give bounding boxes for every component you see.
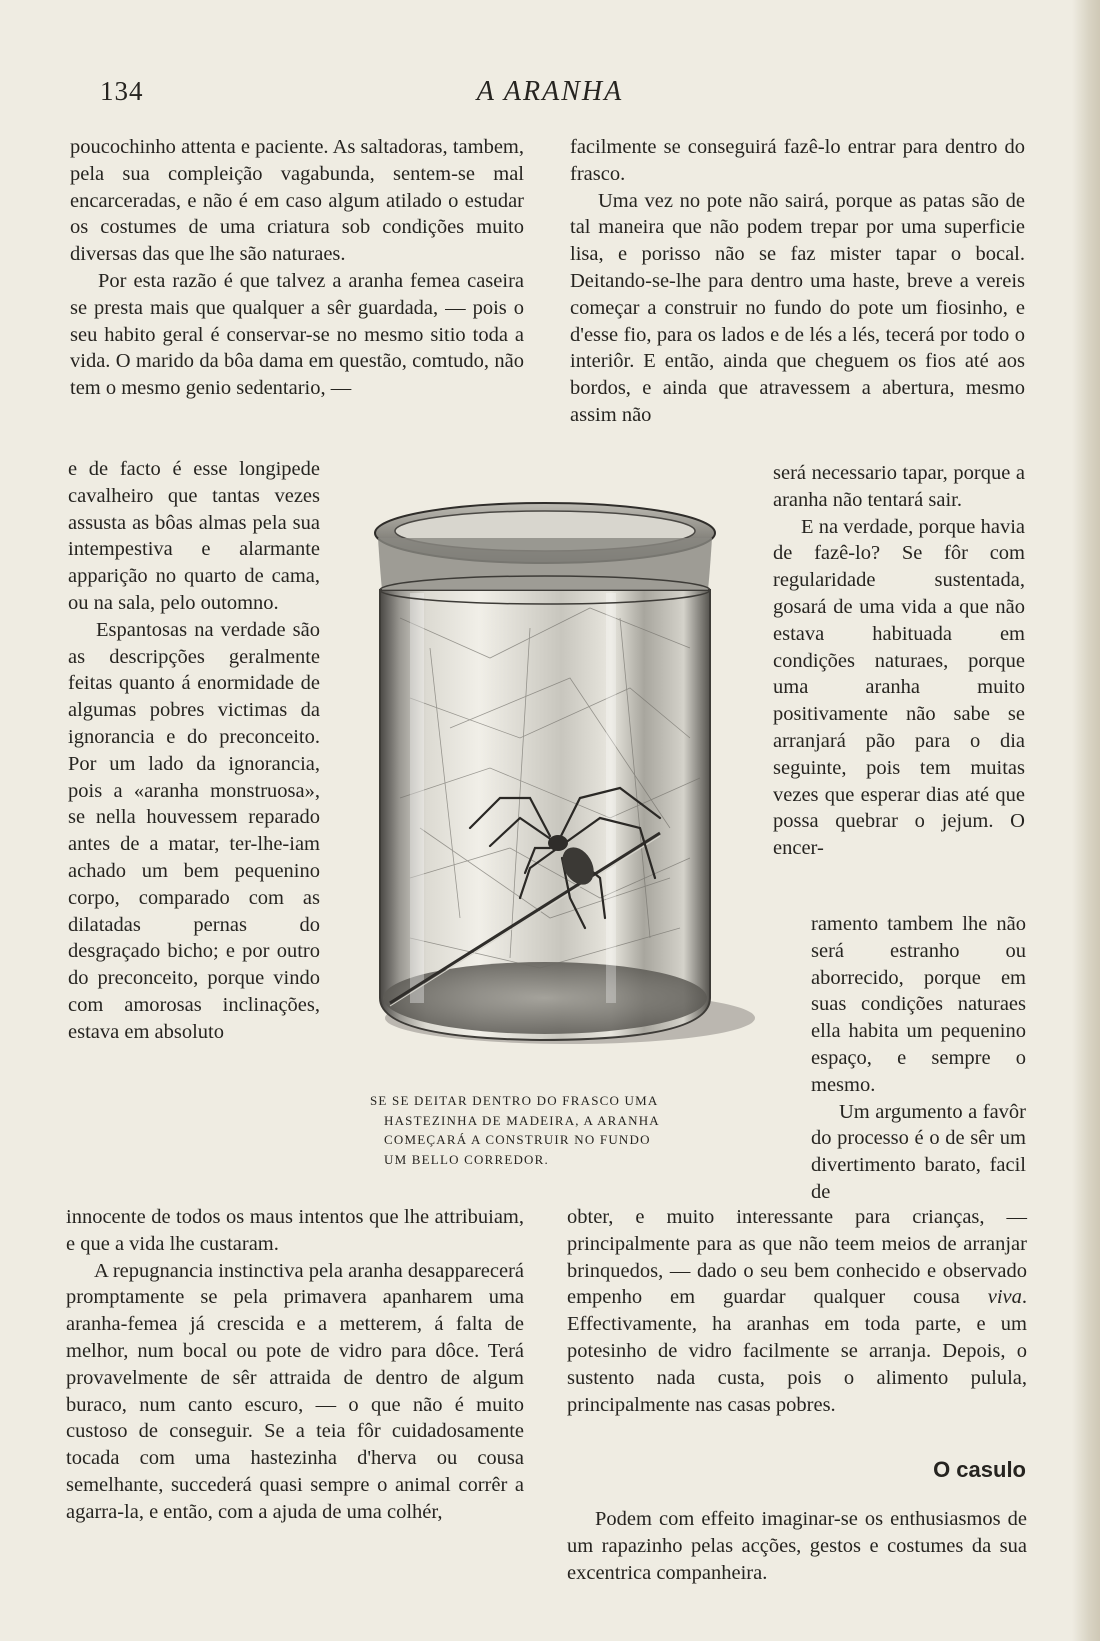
right-column-bottom <box>567 1204 1027 1418</box>
page-edge <box>1072 0 1100 1641</box>
right-column-mid <box>773 460 1025 862</box>
paragraph: poucochinho attenta e paciente. As saltadoras, tambem, pela sua compleição vagabunda, sentem-se mal encarceradas, e não é em caso algum atilado o estudar os costumes de uma criatura sob condições muito diversas das que lhe são naturaes. <box>70 136 524 266</box>
paragraph: innocente de todos os maus intentos que lhe attribuiam, e que a vida lhe custaram. <box>66 1206 524 1255</box>
right-column-final <box>567 1506 1027 1586</box>
left-column-bottom <box>66 1204 524 1526</box>
left-column-narrow <box>68 456 320 1046</box>
figure-caption <box>370 1091 722 1169</box>
running-title-text: A ARANHA <box>476 76 624 107</box>
paragraph: será necessario tapar, porque a aranha não tentará sair. <box>773 462 1025 511</box>
paragraph: facilmente se conseguirá fazê-lo entrar para dentro do frasco. <box>570 136 1025 185</box>
page-number: 134 <box>100 76 144 106</box>
caption-line: SE SE DEITAR DENTRO DO FRASCO UMA <box>370 1093 659 1108</box>
caption-line: UM BELLO CORREDOR. <box>384 1151 549 1167</box>
right-column-top <box>570 134 1025 429</box>
text-run: obter, e muito interessante para crianças, — principalmente para as que não teem meios de arranjar brinquedos, — dado o seu bem conhecido e observado empenho em guardar qualquer cousa <box>567 1206 1027 1309</box>
italic-word: viva <box>987 1286 1022 1309</box>
caption-line: HASTEZINHA DE MADEIRA, A ARANHA <box>384 1112 660 1128</box>
section-heading: O casulo <box>933 1457 1026 1482</box>
paragraph: Um argumento a favôr do processo é o de sêr um divertimento barato, facil de <box>811 1100 1026 1203</box>
paragraph: e de facto é esse longipede cavalheiro que tantas vezes assusta as bôas almas pela sua intempestiva e alarmante apparição no quarto de cama, ou na sala, pelo outomno. <box>68 458 320 614</box>
paragraph <box>567 1204 1027 1418</box>
paragraph: A repugnancia instinctiva pela aranha desapparecerá promptamente se pela primavera apanharem uma aranha-femea já crescida e a metterem, á falta de melhor, num bocal ou pote de vidro para dôce. Terá provavelmente de sêr attraida de dentro de algum buraco, num canto escuro, — o que não é muito custoso de conseguir. Se a teia fôr cuidadosamente tocada com uma hastezinha d'herva ou cousa semelhante, succederá quasi sempre o animal corrêr a agarra-la, e então, com a ajuda de uma colhér, <box>66 1259 524 1523</box>
running-title <box>0 76 1100 108</box>
paragraph: Uma vez no pote não sairá, porque as patas são de tal maneira que não podem trepar por uma superficie lisa, e porisso não se faz mister tapar o bocal. Deitando-se-lhe para dentro uma haste, breve a vereis começar a construir no fundo do pote um fiosinho, e d'esse fio, para os lados e de lés a lés, tecerá por todo o interiôr. E então, ainda que cheguem os fios até aos bordos, e ainda que atravessem a abertura, mesmo assim não <box>570 189 1025 426</box>
left-column-top <box>70 134 524 402</box>
paragraph: ramento tambem lhe não será estranho ou aborrecido, porque em suas condições naturaes ella habita um pequenino espaço, e sempre o mesmo. <box>811 913 1026 1096</box>
jar-spider-image <box>370 498 760 1058</box>
text-run: . Effectivamente, ha aranhas em toda parte, e um potesinho de vidro facilmente se arranja. Depois, o sustento nada custa, pois o alimento pulula, principalmente nas casas pobres. <box>567 1286 1027 1416</box>
caption-line: COMEÇARÁ A CONSTRUIR NO FUNDO <box>384 1132 651 1147</box>
paragraph: Espantosas na verdade são as descripções geralmente feitas quanto á enormidade de algumas pobres victimas da ignorancia e do preconceito. Por um lado da ignorancia, pois a «aranha monstruosa», se nella houvessem reparado antes de a matar, ter-lhe-iam achado um bem pequenino corpo, comparado com as dilatadas pernas do desgraçado bicho; e por outro do preconceito, porque vindo com amorosas inclinações, estava em absoluto <box>68 618 320 1043</box>
right-column-narrow <box>811 911 1026 1206</box>
paragraph: Por esta razão é que talvez a aranha femea caseira se presta mais que qualquer a sêr guardada, — pois o seu habito geral é conservar-se no mesmo sitio toda a vida. O marido da bôa dama em questão, comtudo, não tem o mesmo genio sedentario, — <box>70 269 524 400</box>
jar-illustration <box>370 498 760 1058</box>
paragraph: E na verdade, porque havia de fazê-lo? Se fôr com regularidade sustentada, gosará de uma vida a que não estava habituada em condições naturaes, porque uma aranha muito positivamente não sabe se arranjará pão para o dia seguinte, pois tem muitas vezes que esperar dias até que possa quebrar o jejum. O encer- <box>773 515 1025 860</box>
paragraph: Podem com effeito imaginar-se os enthusiasmos de um rapazinho pelas acções, gestos e costumes da sua excentrica companheira. <box>567 1508 1027 1584</box>
